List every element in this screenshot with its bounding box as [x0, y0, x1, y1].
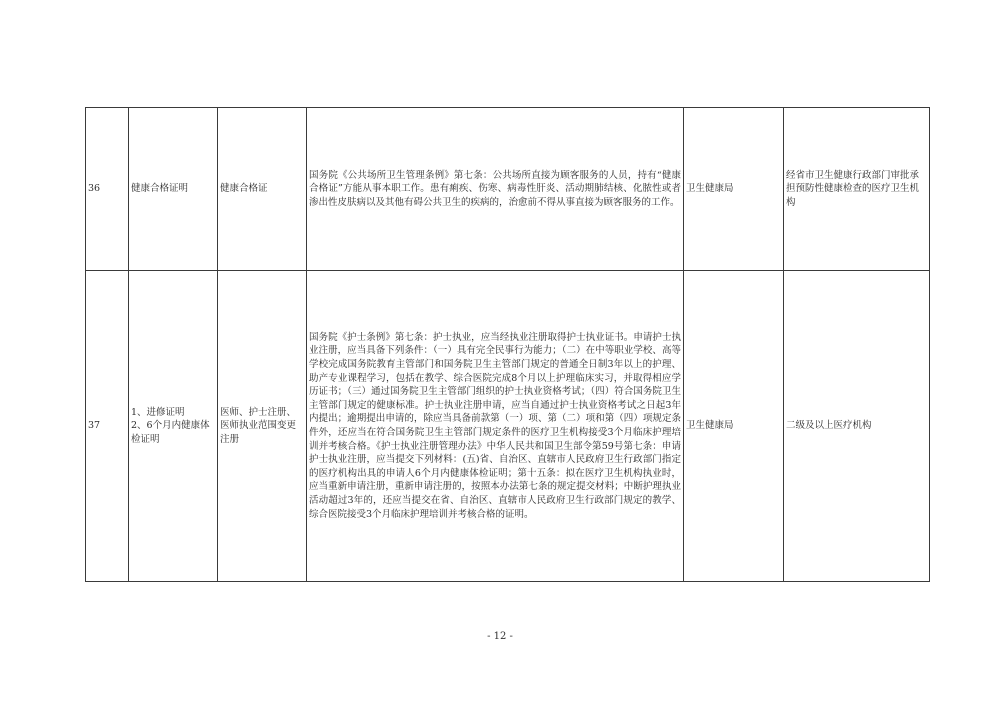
basis-cell: 国务院《公共场所卫生管理条例》第七条：公共场所直接为顾客服务的人员，持有“健康合格证”方能从事本职工作。患有痢疾、伤寒、病毒性肝炎、活动期肺结核、化脓性或者渗出性皮肤病以及其他有碍公共卫生的疾病的，治愈前不得从事直接为顾客服务的工作。	[307, 108, 684, 271]
row-number: 37	[86, 271, 129, 582]
issuer-cell: 二级及以上医疗机构	[784, 271, 930, 582]
basis-cell: 国务院《护士条例》第七条：护士执业，应当经执业注册取得护士执业证书。申请护士执业注册，应当具备下列条件：（一）具有完全民事行为能力；（二）在中等职业学校、高等学校完成国务院教育主管部门和国务院卫生主管部门规定的普通全日制3年以上的护理、助产专业课程学习，包括在教学、综合医院完成8个月以上护理临床实习，并取得相应学历证书；（三）通过国务院卫生主管部门组织的护士执业资格考试；（四）符合国务院卫生主管部门规定的健康标准。护士执业注册申请，应当自通过护士执业资格考试之日起3年内提出；逾期提出申请的，除应当具备前款第（一）项、第（二）项和第（四）项规定条件外，还应当在符合国务院卫生主管部门规定条件的医疗卫生机构接受3个月临床护理培训并考核合格。《护士执业注册管理办法》中华人民共和国卫生部令第59号第七条：申请护士执业注册，应当提交下列材料：(五)省、自治区、直辖市人民政府卫生行政部门指定的医疗机构出具的申请人6个月内健康体检证明；第十五条：拟在医疗卫生机构执业时，应当重新申请注册，重新申请注册的，按照本办法第七条的规定提交材料；中断护理执业活动超过3年的，还应当提交在省、自治区、直辖市人民政府卫生行政部门规定的教学、综合医院接受3个月临床护理培训并考核合格的证明。	[307, 271, 684, 582]
matter-cell: 医师、护士注册、医师执业范围变更注册	[218, 271, 307, 582]
table-row	[86, 108, 930, 271]
row-number: 36	[86, 108, 129, 271]
certificate-cell	[129, 271, 218, 582]
department-cell: 卫生健康局	[684, 108, 784, 271]
certificate-line: 2、6个月内健康体检证明	[131, 420, 210, 445]
matter-cell: 健康合格证	[218, 108, 307, 271]
department-cell: 卫生健康局	[684, 271, 784, 582]
issuer-cell: 经省市卫生健康行政部门审批承担预防性健康检查的医疗卫生机构	[784, 108, 930, 271]
page-number: - 12 -	[487, 631, 513, 642]
table-row	[86, 271, 930, 582]
certificate-cell: 健康合格证明	[129, 108, 218, 271]
certificate-line: 1、进修证明	[131, 406, 185, 418]
certificate-table	[85, 107, 930, 582]
